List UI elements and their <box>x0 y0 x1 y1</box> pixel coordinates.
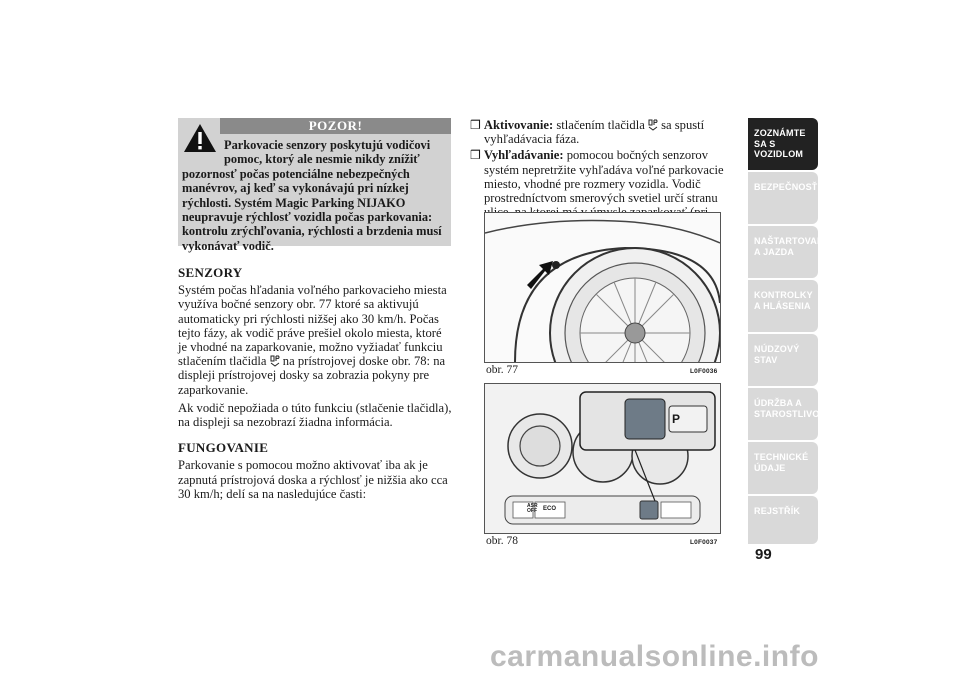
tab-udrzba[interactable]: ÚDRŽBA A STAROSTLIVOSŤ <box>748 388 818 440</box>
bullet-icon: ❒ <box>470 148 481 163</box>
tab-kontrolky[interactable]: KONTROLKY A HLÁSENIA <box>748 280 818 332</box>
warning-text <box>182 138 447 253</box>
senzory-paragraph-2: Ak vodič nepožiada o túto funkciu (stlačenie tlačidla), na displeji sa nezobrazí žiadna informácia. <box>178 400 452 430</box>
figure-77-caption: obr. 77 <box>486 364 518 376</box>
warning-title: POZOR! <box>220 118 451 134</box>
watermark: carmanualsonline.info <box>490 640 819 673</box>
search-text: pomocou bočných senzorov systém nepretržite vyhľadáva voľné parkovacie miesto, vhodné pre rozmery vozidla. Vodič prostredníctvom smerových svetiel určí stranu <box>484 148 724 206</box>
asr-off-button-label: ASR OFF <box>527 503 538 514</box>
warning-line-1: Parkovacie senzory poskytujú vodičovi <box>224 138 431 152</box>
figure-77-image <box>484 212 721 363</box>
tab-technicke-udaje[interactable]: TECHNICKÉ ÚDAJE <box>748 442 818 494</box>
fungovanie-heading: FUNGOVANIE <box>178 440 269 456</box>
page-number: 99 <box>755 546 772 563</box>
activation-text-b: sa spustí vyhľadávacia fáza. <box>484 118 705 147</box>
park-assist-icon <box>648 119 658 131</box>
park-p-label: P <box>672 412 681 426</box>
figure-77-code: L0F0036 <box>690 368 718 375</box>
tab-nastartovanie[interactable]: NAŠTARTOVANIE A JAZDA <box>748 226 818 278</box>
figure-78-image <box>484 383 721 534</box>
car-wheel-illustration <box>485 213 720 362</box>
tab-nudzovy-stav[interactable]: NÚDZOVÝ STAV <box>748 334 818 386</box>
warning-rest: pozornosť počas potenciálne nebezpečných manévrov, aj keď sa vykonávajú pri nízkej rýchlosti. Systém Magic Parking NIJAKO neupravuje rýchlosť vozidla počas parkovania: kontrolu zrýchľovania, rýchlosti a brzdenia musí vykonávať vodič. <box>182 166 442 253</box>
senzory-p1-a: Systém počas hľadania voľného parkovacieho miesta využíva bočné senzory obr. 77 ktoré sa aktivujú automaticky pri rýchlosti nižšej ako 30 km/h. Počas tejto fázy, ak vodič práve prešiel okolo miesta, ktoré je vhodné na zaparkovanie, možno vyžiadať funkciu stlačením tlačidla <box>178 283 447 369</box>
tab-zoznamte-sa[interactable]: ZOZNÁMTE SA S VOZIDLOM <box>748 118 818 170</box>
senzory-paragraph-1 <box>178 283 453 397</box>
park-assist-icon <box>270 355 280 367</box>
list-item-activation <box>470 118 745 146</box>
search-label: Vyhľadávanie: <box>483 148 564 163</box>
bullet-icon: ❒ <box>470 118 481 132</box>
warning-line-2: pomoc, ktorý ale nesmie nikdy znížiť <box>224 152 420 167</box>
eco-button-label: ECO <box>543 506 557 512</box>
tab-bezpecnost[interactable]: BEZPEČNOSŤ <box>748 172 818 224</box>
activation-label: Aktivovanie: <box>483 118 554 132</box>
left-column <box>178 266 453 505</box>
figure-78-code: L0F0037 <box>690 539 718 546</box>
dashboard-illustration <box>485 384 720 533</box>
tab-rejstrik[interactable]: REJSTŘÍK <box>748 496 818 544</box>
activation-text-a: stlačením tlačidla <box>556 118 645 132</box>
fungovanie-paragraph: Parkovanie s pomocou možno aktivovať iba ak je zapnutá prístrojová doska a rýchlosť je nižšia ako cca 30 km/h; delí sa na nasledujúce časti: <box>178 458 448 501</box>
senzory-heading: SENZORY <box>178 265 243 280</box>
figure-78-caption: obr. 78 <box>486 535 518 547</box>
senzory-p1-b: na prístrojovej doske obr. 78: na displeji prístrojovej dosky sa zobrazia pokyny pre zaparkovanie. <box>178 354 446 397</box>
